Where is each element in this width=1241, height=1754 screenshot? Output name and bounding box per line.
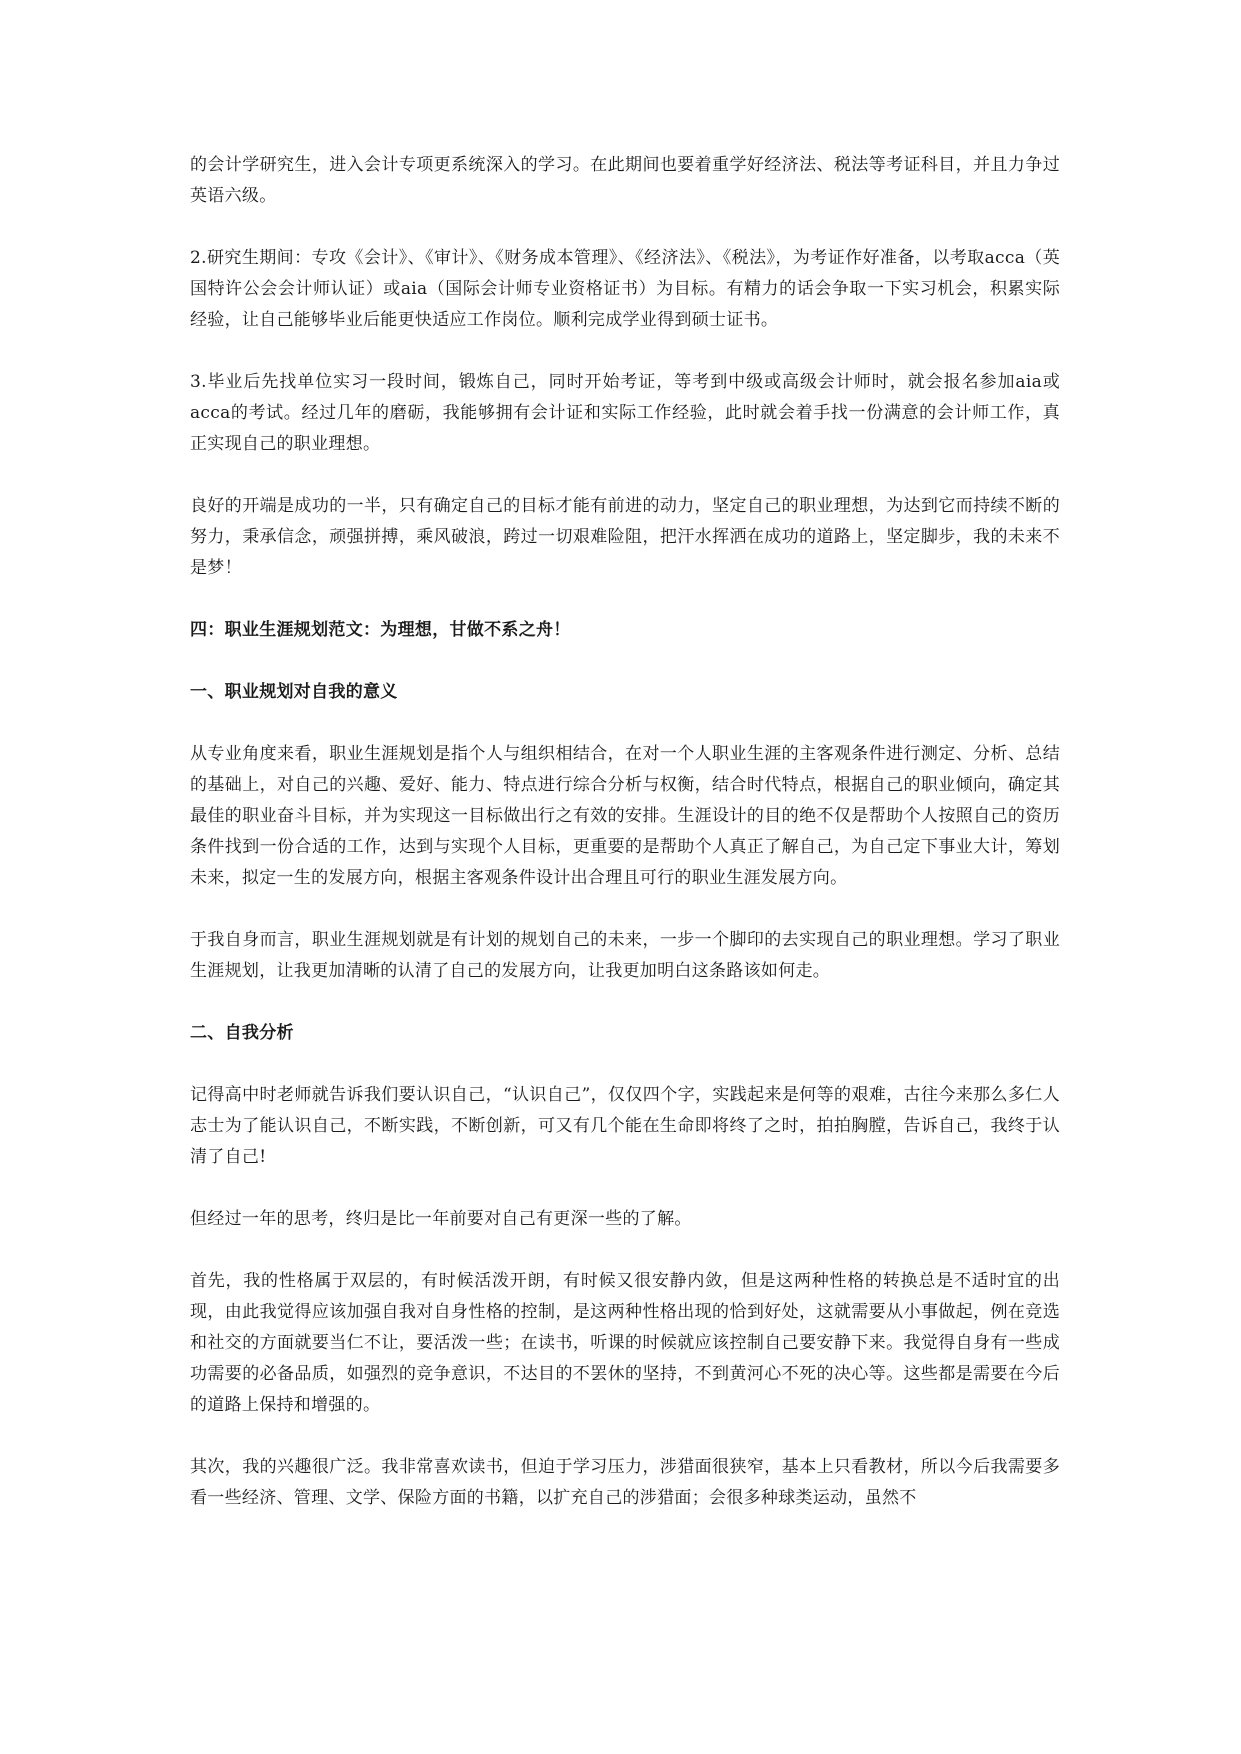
paragraph-conclusion: 良好的开端是成功的一半，只有确定自己的目标才能有前进的动力，坚定自己的职业理想，为达到它而持续不断的努力，秉承信念，顽强拼搏，乘风破浪，跨过一切艰难险阻，把汗水挥洒在成功的道路上，坚定脚步，我的未来不是梦！	[190, 496, 1060, 578]
paragraph-professional-view: 从专业角度来看，职业生涯规划是指个人与组织相结合，在对一个人职业生涯的主客观条件进行测定、分析、总结的基础上，对自己的兴趣、爱好、能力、特点进行综合分析与权衡，结合时代特点，根据自己的职业倾向，确定其最佳的职业奋斗目标，并为实现这一目标做出行之有效的安排。生涯设计的目的绝不仅是帮助个人按照自己的资历条件找到一份合适的工作，达到与实现个人目标，更重要的是帮助个人真正了解自己，为自己定下事业大计，筹划未来，拟定一生的发展方向，根据主客观条件设计出合理且可行的职业生涯发展方向。	[190, 744, 1060, 888]
paragraph-after-graduation: 3.毕业后先找单位实习一段时间，锻炼自己，同时开始考证，等考到中级或高级会计师时，就会报名参加aia或acca的考试。经过几年的磨砺，我能够拥有会计证和实际工作经验，此时就会着手找一份满意的会计师工作，真正实现自己的职业理想。	[190, 372, 1060, 454]
paragraph-personality: 首先，我的性格属于双层的，有时候活泼开朗，有时候又很安静内敛，但是这两种性格的转换总是不适时宜的出现，由此我觉得应该加强自我对自身性格的控制，是这两种性格出现的恰到好处，这就需要从小事做起，例在竞选和社交的方面就要当仁不让，要活泼一些；在读书，听课的时候就应该控制自己要安静下来。我觉得自身有一些成功需要的必备品质，如强烈的竞争意识，不达目的不罢休的坚持，不到黄河心不死的决心等。这些都是需要在今后的道路上保持和增强的。	[190, 1271, 1060, 1415]
paragraph-interests: 其次，我的兴趣很广泛。我非常喜欢读书，但迫于学习压力，涉猎面很狭窄，基本上只看教材，所以今后我需要多看一些经济、管理、文学、保险方面的书籍，以扩充自己的涉猎面；会很多种球类运动，虽然不	[190, 1457, 1060, 1508]
paragraph-know-yourself: 记得高中时老师就告诉我们要认识自己，“认识自己”，仅仅四个字，实践起来是何等的艰难，古往今来那么多仁人志士为了能认识自己，不断实践，不断创新，可又有几个能在生命即将终了之时，拍拍胸膛，告诉自己，我终于认清了自己!	[190, 1085, 1060, 1167]
section-heading-four: 四：职业生涯规划范文：为理想，甘做不系之舟！	[190, 620, 571, 640]
subsection-heading-meaning: 一、职业规划对自我的意义	[190, 682, 398, 702]
paragraph-personal-view: 于我自身而言，职业生涯规划就是有计划的规划自己的未来，一步一个脚印的去实现自己的职业理想。学习了职业生涯规划，让我更加清晰的认清了自己的发展方向，让我更加明白这条路该如何走。	[190, 930, 1060, 981]
paragraph-grad-study: 2.研究生期间：专攻《会计》、《审计》、《财务成本管理》、《经济法》、《税法》，为考证作好准备，以考取acca（英国特许公会会计师认证）或aia（国际会计师专业资格证书）为目标。有精力的话会争取一下实习机会，积累实际经验，让自己能够毕业后能更快适应工作岗位。顺利完成学业得到硕士证书。	[190, 248, 1060, 330]
paragraph-undergrad-plan: 的会计学研究生，进入会计专项更系统深入的学习。在此期间也要着重学好经济法、税法等考证科目，并且力争过英语六级。	[190, 155, 1060, 206]
subsection-heading-self-analysis: 二、自我分析	[190, 1023, 294, 1043]
document-body	[190, 150, 1060, 1545]
paragraph-reflection: 但经过一年的思考，终归是比一年前要对自己有更深一些的了解。	[190, 1209, 692, 1229]
